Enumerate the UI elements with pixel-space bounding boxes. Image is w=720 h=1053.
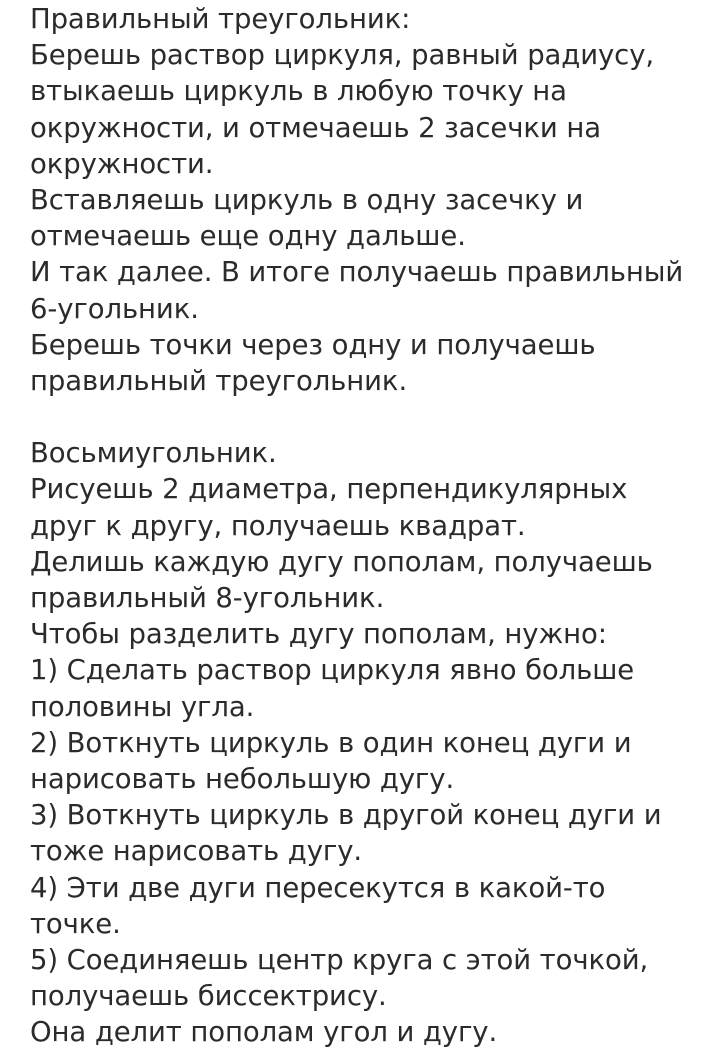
text-line: Рисуешь 2 диаметра, перпендикулярных — [30, 473, 628, 506]
octagon-section — [30, 435, 720, 1050]
text-line: Она делит пополам угол и дугу. — [30, 1016, 498, 1049]
text-line: Берешь раствор циркуля, равный радиусу, — [30, 39, 655, 72]
paragraph-spacer — [30, 399, 720, 435]
text-line: 4) Эти две дуги пересекутся в какой-то — [30, 871, 606, 904]
triangle-section — [30, 1, 720, 399]
text-line: правильный треугольник. — [30, 364, 408, 397]
text-line: нарисовать небольшую дугу. — [30, 762, 455, 795]
text-line: половины угла. — [30, 690, 255, 723]
text-line: Чтобы разделить дугу пополам, нужно: — [30, 618, 607, 651]
text-line: окружности, и отмечаешь 2 засечки на — [30, 111, 601, 144]
text-line: 3) Воткнуть циркуль в другой конец дуги и — [30, 799, 662, 832]
text-line: 1) Сделать раствор циркуля явно больше — [30, 654, 635, 687]
text-line: тоже нарисовать дугу. — [30, 835, 363, 868]
text-line: правильный 8-угольник. — [30, 582, 385, 614]
text-line: друг к другу, получаешь квадрат. — [30, 509, 526, 542]
text-line: отмечаешь еще одну дальше. — [30, 220, 466, 253]
text-line: Восьмиугольник. — [30, 437, 277, 470]
text-line: точке. — [30, 907, 121, 940]
text-line: 5) Соединяешь центр круга с этой точкой, — [30, 943, 649, 976]
text-line: Вставляешь циркуль в одну засечку и — [30, 183, 584, 216]
text-line: Делишь каждую дугу пополам, получаешь — [30, 545, 653, 578]
text-line: получаешь биссектрису. — [30, 980, 387, 1013]
text-line: окружности. — [30, 147, 214, 180]
text-line: Правильный треугольник: — [30, 3, 411, 35]
text-line: втыкаешь циркуль в любую точку на — [30, 75, 567, 108]
text-line: 6-угольник. — [30, 292, 199, 325]
text-line: Берешь точки через одну и получаешь — [30, 328, 596, 361]
text-line: 2) Воткнуть циркуль в один конец дуги и — [30, 726, 632, 759]
text-line: И так далее. В итоге получаешь правильный — [30, 256, 684, 289]
